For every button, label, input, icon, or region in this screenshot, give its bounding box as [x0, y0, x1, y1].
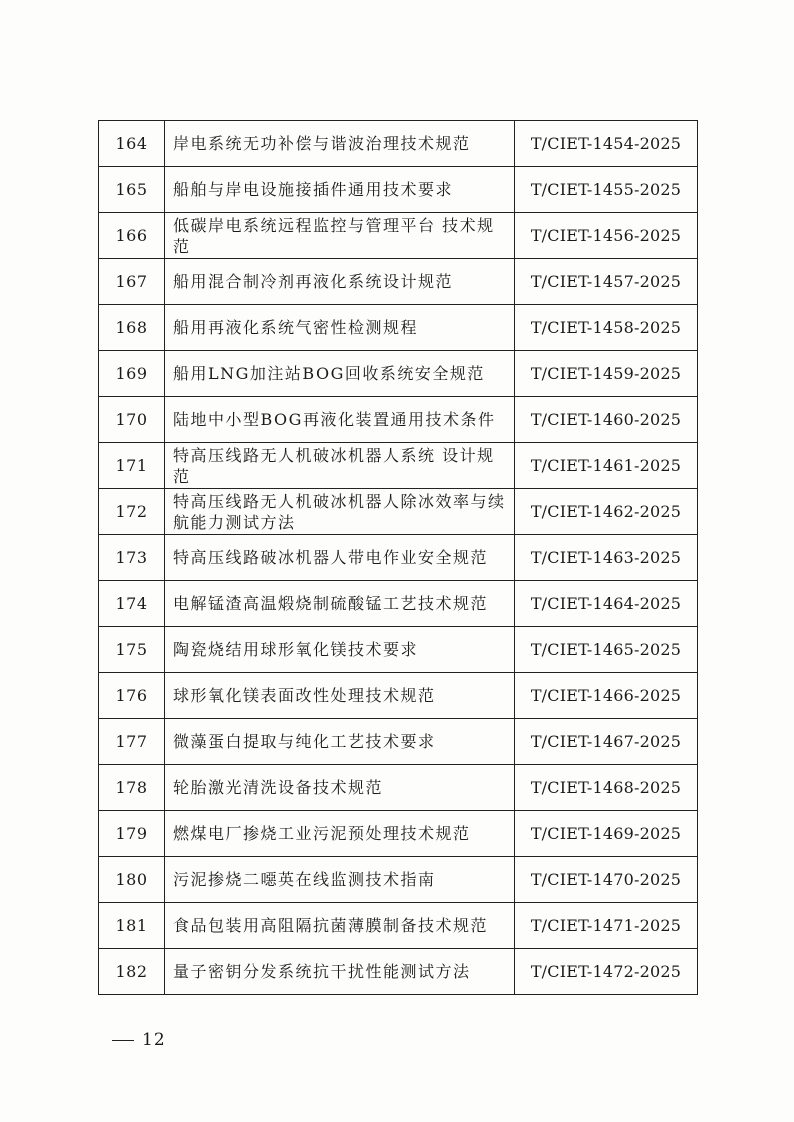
- table-row: [99, 167, 698, 213]
- table-row: [99, 857, 698, 903]
- standard-code: T/CIET-1470-2025: [515, 857, 698, 903]
- table-row: [99, 581, 698, 627]
- standard-name: 船舶与岸电设施接插件通用技术要求: [165, 167, 515, 213]
- row-number: 164: [99, 121, 165, 167]
- table-row: [99, 259, 698, 305]
- standard-code: T/CIET-1454-2025: [515, 121, 698, 167]
- standards-table-body: [99, 121, 698, 995]
- standard-code: T/CIET-1456-2025: [515, 213, 698, 259]
- table-row: [99, 535, 698, 581]
- row-number: 175: [99, 627, 165, 673]
- row-number: 173: [99, 535, 165, 581]
- table-row: [99, 305, 698, 351]
- row-number: 170: [99, 397, 165, 443]
- standard-name: 电解锰渣高温煅烧制硫酸锰工艺技术规范: [165, 581, 515, 627]
- standard-name: 特高压线路破冰机器人带电作业安全规范: [165, 535, 515, 581]
- row-number: 167: [99, 259, 165, 305]
- standard-name: 船用LNG加注站BOG回收系统安全规范: [165, 351, 515, 397]
- standard-code: T/CIET-1472-2025: [515, 949, 698, 995]
- row-number: 171: [99, 443, 165, 489]
- standard-name: 陶瓷烧结用球形氧化镁技术要求: [165, 627, 515, 673]
- standard-code: T/CIET-1461-2025: [515, 443, 698, 489]
- row-number: 165: [99, 167, 165, 213]
- standard-name: 陆地中小型BOG再液化装置通用技术条件: [165, 397, 515, 443]
- table-row: [99, 443, 698, 489]
- standard-code: T/CIET-1467-2025: [515, 719, 698, 765]
- table-row: [99, 765, 698, 811]
- table-row: [99, 627, 698, 673]
- row-number: 181: [99, 903, 165, 949]
- standard-code: T/CIET-1471-2025: [515, 903, 698, 949]
- standard-code: T/CIET-1464-2025: [515, 581, 698, 627]
- standard-name: 轮胎激光清洗设备技术规范: [165, 765, 515, 811]
- standard-name: 低碳岸电系统远程监控与管理平台 技术规范: [165, 213, 515, 259]
- standard-name: 船用再液化系统气密性检测规程: [165, 305, 515, 351]
- standard-code: T/CIET-1469-2025: [515, 811, 698, 857]
- standard-code: T/CIET-1457-2025: [515, 259, 698, 305]
- table-row: [99, 719, 698, 765]
- table-row: [99, 397, 698, 443]
- standard-name: 量子密钥分发系统抗干扰性能测试方法: [165, 949, 515, 995]
- table-row: [99, 351, 698, 397]
- standard-code: T/CIET-1462-2025: [515, 489, 698, 535]
- row-number: 180: [99, 857, 165, 903]
- standard-name: 特高压线路无人机破冰机器人除冰效率与续航能力测试方法: [165, 489, 515, 535]
- standard-code: T/CIET-1466-2025: [515, 673, 698, 719]
- standard-code: T/CIET-1468-2025: [515, 765, 698, 811]
- standard-name: 岸电系统无功补偿与谐波治理技术规范: [165, 121, 515, 167]
- page-footer: [112, 1030, 166, 1050]
- table-row: [99, 903, 698, 949]
- table-row: [99, 949, 698, 995]
- standard-code: T/CIET-1465-2025: [515, 627, 698, 673]
- row-number: 179: [99, 811, 165, 857]
- table-row: [99, 811, 698, 857]
- standard-name: 球形氧化镁表面改性处理技术规范: [165, 673, 515, 719]
- standards-table: [98, 120, 698, 995]
- row-number: 174: [99, 581, 165, 627]
- footer-dash: [112, 1040, 134, 1042]
- table-row: [99, 213, 698, 259]
- standard-code: T/CIET-1458-2025: [515, 305, 698, 351]
- table-row: [99, 673, 698, 719]
- standard-name: 燃煤电厂掺烧工业污泥预处理技术规范: [165, 811, 515, 857]
- row-number: 169: [99, 351, 165, 397]
- row-number: 166: [99, 213, 165, 259]
- standard-code: T/CIET-1459-2025: [515, 351, 698, 397]
- standard-code: T/CIET-1463-2025: [515, 535, 698, 581]
- standard-name: 食品包装用高阻隔抗菌薄膜制备技术规范: [165, 903, 515, 949]
- row-number: 172: [99, 489, 165, 535]
- standard-name: 特高压线路无人机破冰机器人系统 设计规范: [165, 443, 515, 489]
- standard-name: 船用混合制冷剂再液化系统设计规范: [165, 259, 515, 305]
- row-number: 176: [99, 673, 165, 719]
- standard-code: T/CIET-1455-2025: [515, 167, 698, 213]
- standard-code: T/CIET-1460-2025: [515, 397, 698, 443]
- standard-name: 污泥掺烧二噁英在线监测技术指南: [165, 857, 515, 903]
- row-number: 182: [99, 949, 165, 995]
- page-number: 12: [142, 1030, 166, 1050]
- row-number: 168: [99, 305, 165, 351]
- row-number: 178: [99, 765, 165, 811]
- row-number: 177: [99, 719, 165, 765]
- table-row: [99, 121, 698, 167]
- table-row: [99, 489, 698, 535]
- standard-name: 微藻蛋白提取与纯化工艺技术要求: [165, 719, 515, 765]
